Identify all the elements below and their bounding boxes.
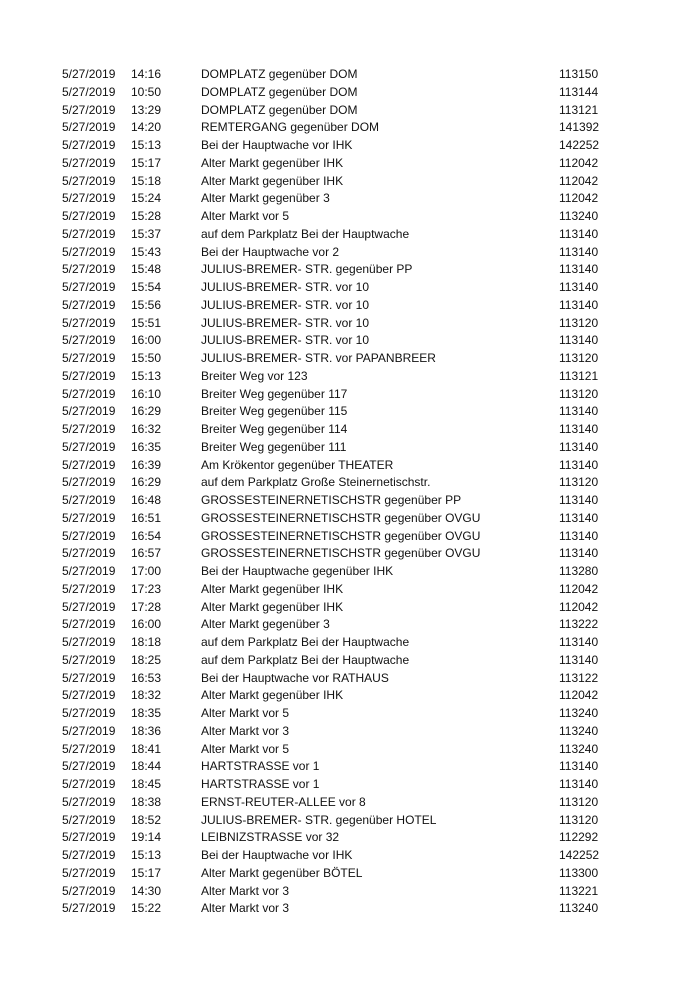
time-cell: 16:48 (131, 493, 162, 507)
date-cell: 5/27/2019 (62, 510, 116, 525)
location-cell: REMTERGANG gegenüber DOM (201, 120, 380, 135)
date-cell: 5/27/2019 (62, 457, 116, 472)
location-cell: Breiter Weg gegenüber 111 (201, 439, 347, 454)
code-cell: 141392 (559, 120, 600, 135)
code-cell: 112042 (559, 599, 599, 614)
time-cell: 15:17 (131, 865, 162, 880)
table-row (0, 244, 700, 262)
time-cell: 10:50 (131, 84, 162, 99)
date-cell: 5/27/2019 (62, 191, 116, 206)
date-cell: 5/27/2019 (62, 262, 116, 277)
table-row (0, 670, 700, 688)
time-cell: 18:52 (131, 812, 162, 827)
table-row (0, 102, 700, 120)
code-cell: 113140 (559, 404, 599, 419)
time-cell: 18:18 (131, 635, 162, 649)
date-cell: 5/27/2019 (62, 244, 116, 259)
table-row (0, 616, 700, 634)
time-cell: 18:44 (131, 759, 162, 774)
time-cell: 16:54 (131, 528, 162, 543)
code-cell: 113120 (559, 794, 599, 809)
table-row (0, 545, 700, 563)
date-cell: 5/27/2019 (62, 102, 116, 117)
code-cell: 113120 (559, 475, 599, 490)
code-cell: 113140 (559, 439, 599, 454)
date-cell: 5/27/2019 (62, 475, 116, 490)
time-cell: 16:32 (131, 422, 162, 436)
time-cell: 15:37 (131, 226, 162, 241)
location-cell: Alter Markt vor 5 (201, 209, 290, 223)
location-cell: Alter Markt gegenüber IHK (201, 155, 344, 170)
date-cell: 5/27/2019 (62, 652, 116, 667)
time-cell: 15:48 (131, 262, 162, 277)
table-row (0, 599, 700, 617)
code-cell: 113140 (559, 510, 599, 525)
record-table (0, 66, 700, 918)
table-row (0, 279, 700, 297)
time-cell: 16:53 (131, 670, 162, 685)
code-cell: 112042 (559, 191, 599, 206)
date-cell: 5/27/2019 (62, 617, 116, 632)
table-row (0, 741, 700, 759)
date-cell: 5/27/2019 (62, 404, 116, 419)
location-cell: Breiter Weg gegenüber 114 (201, 422, 348, 436)
date-cell: 5/27/2019 (62, 422, 116, 436)
table-row (0, 226, 700, 244)
table-row (0, 900, 700, 918)
location-cell: Am Krökentor gegenüber THEATER (201, 457, 394, 472)
location-cell: Breiter Weg vor 123 (201, 368, 308, 383)
location-cell: Alter Markt gegenüber IHK (201, 599, 344, 614)
code-cell: 113140 (559, 244, 599, 259)
table-row (0, 563, 700, 581)
table-row (0, 155, 700, 173)
table-row (0, 474, 700, 492)
code-cell: 113240 (559, 741, 599, 756)
date-cell: 5/27/2019 (62, 386, 116, 401)
date-cell: 5/27/2019 (62, 138, 116, 152)
date-cell: 5/27/2019 (62, 599, 116, 614)
time-cell: 16:29 (131, 404, 162, 419)
date-cell: 5/27/2019 (62, 84, 116, 99)
location-cell: Breiter Weg gegenüber 117 (201, 386, 348, 401)
location-cell: Alter Markt vor 5 (201, 706, 290, 720)
date-cell: 5/27/2019 (62, 120, 116, 135)
table-row (0, 723, 700, 741)
code-cell: 112042 (559, 173, 599, 188)
location-cell: Bei der Hauptwache vor IHK (201, 848, 353, 862)
code-cell: 113150 (559, 67, 599, 81)
date-cell: 5/27/2019 (62, 635, 116, 649)
location-cell: JULIUS-BREMER- STR. vor 10 (201, 280, 370, 294)
date-cell: 5/27/2019 (62, 812, 116, 827)
location-cell: LEIBNIZSTRASSE vor 32 (201, 830, 340, 845)
location-cell: auf dem Parkplatz Bei der Hauptwache (201, 226, 410, 241)
table-row (0, 528, 700, 546)
code-cell: 113140 (559, 457, 599, 472)
location-cell: JULIUS-BREMER- STR. vor 10 (201, 297, 370, 312)
code-cell: 113140 (559, 262, 599, 277)
location-cell: Alter Markt vor 3 (201, 883, 290, 898)
table-row (0, 492, 700, 510)
location-cell: JULIUS-BREMER- STR. gegenüber HOTEL (201, 812, 437, 827)
date-cell: 5/27/2019 (62, 723, 116, 738)
time-cell: 16:29 (131, 475, 162, 490)
code-cell: 112042 (559, 688, 599, 703)
location-cell: GROSSESTEINERNETISCHSTR gegenüber PP (201, 493, 462, 507)
time-cell: 15:13 (131, 138, 162, 152)
location-cell: JULIUS-BREMER- STR. vor 10 (201, 333, 370, 348)
location-cell: Bei der Hauptwache gegenüber IHK (201, 564, 394, 578)
table-row (0, 332, 700, 350)
code-cell: 113140 (559, 528, 599, 543)
date-cell: 5/27/2019 (62, 830, 116, 845)
table-row (0, 261, 700, 279)
time-cell: 14:30 (131, 883, 162, 898)
code-cell: 112042 (559, 155, 599, 170)
date-cell: 5/27/2019 (62, 226, 116, 241)
date-cell: 5/27/2019 (62, 581, 116, 596)
code-cell: 113140 (559, 759, 599, 774)
location-cell: ERNST-REUTER-ALLEE vor 8 (201, 794, 366, 809)
code-cell: 113240 (559, 723, 599, 738)
date-cell: 5/27/2019 (62, 493, 116, 507)
location-cell: Alter Markt gegenüber IHK (201, 581, 344, 596)
location-cell: HARTSTRASSE vor 1 (201, 777, 320, 791)
time-cell: 14:20 (131, 120, 162, 135)
date-cell: 5/27/2019 (62, 688, 116, 703)
table-row (0, 652, 700, 670)
location-cell: JULIUS-BREMER- STR. vor 10 (201, 315, 370, 330)
time-cell: 16:10 (131, 386, 162, 401)
table-row (0, 687, 700, 705)
time-cell: 16:39 (131, 457, 162, 472)
time-cell: 19:14 (131, 830, 162, 845)
time-cell: 16:00 (131, 333, 162, 348)
location-cell: Alter Markt gegenüber BÖTEL (201, 865, 363, 880)
table-row (0, 883, 700, 901)
date-cell: 5/27/2019 (62, 848, 116, 862)
location-cell: JULIUS-BREMER- STR. vor PAPANBREER (201, 351, 436, 365)
location-cell: GROSSESTEINERNETISCHSTR gegenüber OVGU (201, 510, 481, 525)
date-cell: 5/27/2019 (62, 67, 116, 81)
time-cell: 18:32 (131, 688, 162, 703)
code-cell: 113144 (559, 84, 599, 99)
table-row (0, 439, 700, 457)
date-cell: 5/27/2019 (62, 741, 116, 756)
time-cell: 15:43 (131, 244, 162, 259)
date-cell: 5/27/2019 (62, 777, 116, 791)
date-cell: 5/27/2019 (62, 759, 116, 774)
location-cell: DOMPLATZ gegenüber DOM (201, 102, 358, 117)
time-cell: 18:41 (131, 741, 162, 756)
table-row (0, 421, 700, 439)
code-cell: 113240 (559, 209, 599, 223)
table-row (0, 350, 700, 368)
code-cell: 113140 (559, 333, 599, 348)
time-cell: 16:57 (131, 546, 162, 561)
table-row (0, 705, 700, 723)
date-cell: 5/27/2019 (62, 883, 116, 898)
date-cell: 5/27/2019 (62, 315, 116, 330)
code-cell: 113140 (559, 652, 599, 667)
time-cell: 15:28 (131, 209, 162, 223)
table-row (0, 829, 700, 847)
code-cell: 113140 (559, 635, 599, 649)
date-cell: 5/27/2019 (62, 280, 116, 294)
time-cell: 15:17 (131, 155, 162, 170)
location-cell: auf dem Parkplatz Bei der Hauptwache (201, 652, 410, 667)
location-cell: auf dem Parkplatz Bei der Hauptwache (201, 635, 410, 649)
code-cell: 113140 (559, 297, 599, 312)
date-cell: 5/27/2019 (62, 794, 116, 809)
table-row (0, 368, 700, 386)
time-cell: 18:35 (131, 706, 162, 720)
location-cell: GROSSESTEINERNETISCHSTR gegenüber OVGU (201, 546, 481, 561)
table-row (0, 776, 700, 794)
date-cell: 5/27/2019 (62, 670, 116, 685)
code-cell: 112292 (559, 830, 599, 845)
table-row (0, 794, 700, 812)
location-cell: Alter Markt vor 5 (201, 741, 290, 756)
table-row (0, 208, 700, 226)
code-cell: 113122 (559, 670, 599, 685)
code-cell: 113140 (559, 226, 599, 241)
code-cell: 113240 (559, 706, 599, 720)
time-cell: 15:13 (131, 368, 162, 383)
table-row (0, 634, 700, 652)
location-cell: Alter Markt gegenüber IHK (201, 173, 344, 188)
table-row (0, 847, 700, 865)
table-row (0, 119, 700, 137)
location-cell: DOMPLATZ gegenüber DOM (201, 84, 358, 99)
code-cell: 113140 (559, 777, 599, 791)
date-cell: 5/27/2019 (62, 564, 116, 578)
location-cell: GROSSESTEINERNETISCHSTR gegenüber OVGU (201, 528, 481, 543)
table-row (0, 865, 700, 883)
time-cell: 18:36 (131, 723, 162, 738)
location-cell: Alter Markt vor 3 (201, 901, 290, 916)
location-cell: Alter Markt gegenüber 3 (201, 191, 330, 206)
date-cell: 5/27/2019 (62, 209, 116, 223)
time-cell: 15:18 (131, 173, 162, 188)
location-cell: DOMPLATZ gegenüber DOM (201, 67, 358, 81)
location-cell: Breiter Weg gegenüber 115 (201, 404, 348, 419)
time-cell: 15:54 (131, 280, 162, 294)
table-row (0, 510, 700, 528)
table-row (0, 137, 700, 155)
location-cell: Alter Markt gegenüber 3 (201, 617, 330, 632)
table-row (0, 84, 700, 102)
code-cell: 113221 (559, 883, 599, 898)
time-cell: 14:16 (131, 67, 162, 81)
date-cell: 5/27/2019 (62, 155, 116, 170)
date-cell: 5/27/2019 (62, 528, 116, 543)
date-cell: 5/27/2019 (62, 546, 116, 561)
date-cell: 5/27/2019 (62, 865, 116, 880)
location-cell: Bei der Hauptwache vor IHK (201, 138, 353, 152)
location-cell: Bei der Hauptwache vor RATHAUS (201, 670, 389, 685)
time-cell: 13:29 (131, 102, 162, 117)
table-row (0, 403, 700, 421)
time-cell: 17:23 (131, 581, 162, 596)
location-cell: auf dem Parkplatz Große Steinernetischstr. (201, 475, 431, 490)
time-cell: 15:56 (131, 297, 162, 312)
date-cell: 5/27/2019 (62, 297, 116, 312)
date-cell: 5/27/2019 (62, 173, 116, 188)
date-cell: 5/27/2019 (62, 439, 116, 454)
time-cell: 18:25 (131, 652, 162, 667)
code-cell: 113120 (559, 812, 599, 827)
table-row (0, 173, 700, 191)
code-cell: 113140 (559, 493, 599, 507)
code-cell: 113222 (559, 617, 599, 632)
table-row (0, 190, 700, 208)
location-cell: Bei der Hauptwache vor 2 (201, 244, 340, 259)
time-cell: 15:50 (131, 351, 162, 365)
time-cell: 15:51 (131, 315, 162, 330)
time-cell: 18:45 (131, 777, 162, 791)
code-cell: 142252 (559, 138, 600, 152)
table-row (0, 812, 700, 830)
code-cell: 113120 (559, 386, 599, 401)
table-row (0, 386, 700, 404)
time-cell: 16:51 (131, 510, 162, 525)
code-cell: 113121 (559, 368, 599, 383)
time-cell: 15:22 (131, 901, 162, 916)
code-cell: 113140 (559, 546, 599, 561)
time-cell: 17:28 (131, 599, 162, 614)
time-cell: 16:35 (131, 439, 162, 454)
time-cell: 15:24 (131, 191, 162, 206)
code-cell: 113140 (559, 422, 599, 436)
time-cell: 15:13 (131, 848, 162, 862)
time-cell: 17:00 (131, 564, 162, 578)
location-cell: HARTSTRASSE vor 1 (201, 759, 320, 774)
date-cell: 5/27/2019 (62, 368, 116, 383)
date-cell: 5/27/2019 (62, 351, 116, 365)
code-cell: 113280 (559, 564, 599, 578)
date-cell: 5/27/2019 (62, 901, 116, 916)
time-cell: 18:38 (131, 794, 162, 809)
location-cell: Alter Markt gegenüber IHK (201, 688, 344, 703)
table-row (0, 297, 700, 315)
code-cell: 113240 (559, 901, 599, 916)
date-cell: 5/27/2019 (62, 706, 116, 720)
code-cell: 113121 (559, 102, 599, 117)
time-cell: 16:00 (131, 617, 162, 632)
code-cell: 113300 (559, 865, 599, 880)
location-cell: Alter Markt vor 3 (201, 723, 290, 738)
location-cell: JULIUS-BREMER- STR. gegenüber PP (201, 262, 413, 277)
code-cell: 112042 (559, 581, 599, 596)
table-row (0, 581, 700, 599)
code-cell: 142252 (559, 848, 600, 862)
table-row (0, 66, 700, 84)
date-cell: 5/27/2019 (62, 333, 116, 348)
code-cell: 113140 (559, 280, 599, 294)
code-cell: 113120 (559, 351, 599, 365)
table-row (0, 457, 700, 475)
code-cell: 113120 (559, 315, 599, 330)
table-row (0, 758, 700, 776)
table-row (0, 315, 700, 333)
